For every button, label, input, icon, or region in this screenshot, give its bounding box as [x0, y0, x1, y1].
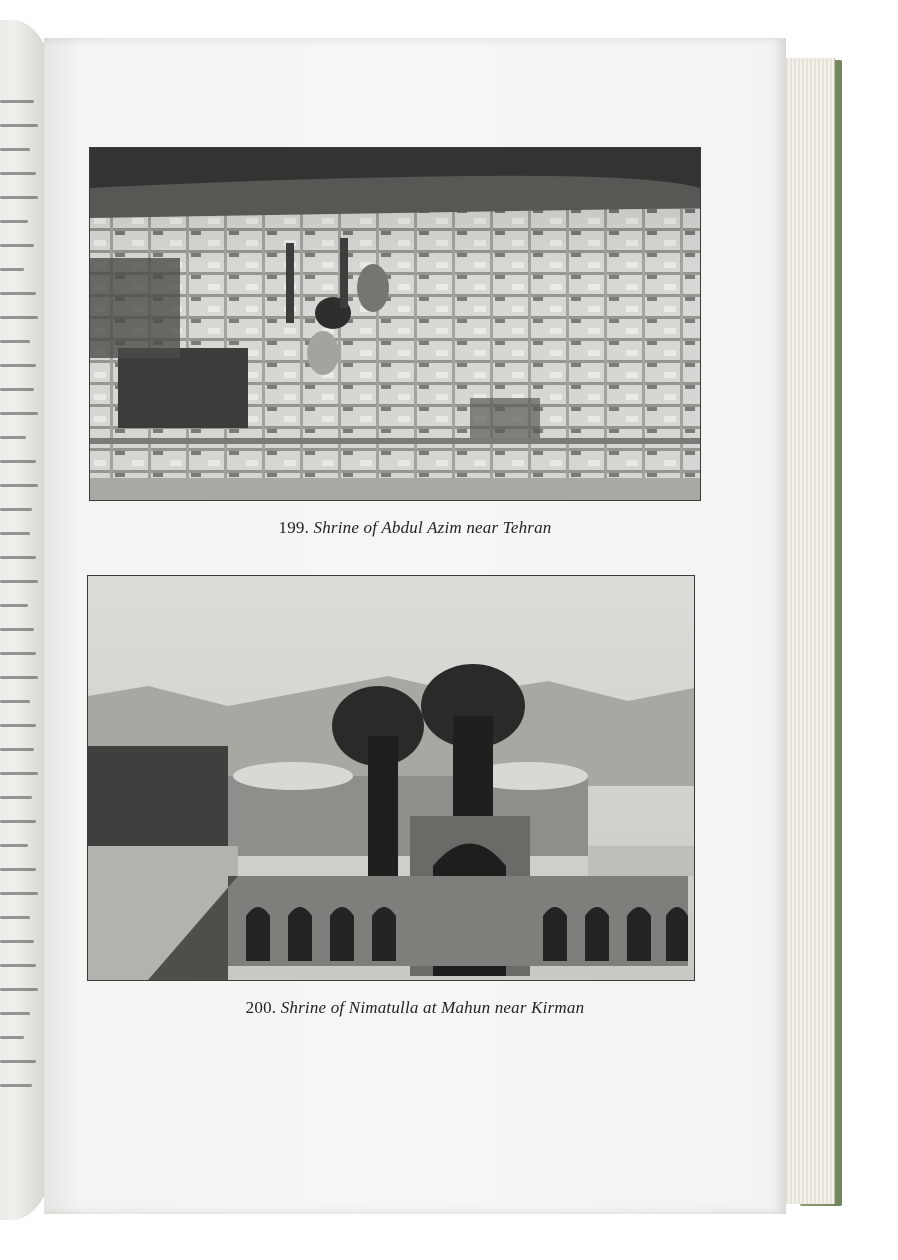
plate-title: Shrine of Nimatulla at Mahun near Kirman [280, 998, 585, 1017]
plate-number: 200. [245, 998, 277, 1017]
plate-title: Shrine of Abdul Azim near Tehran [313, 518, 552, 537]
plate-number: 199. [278, 518, 310, 537]
shrine-courtyard-photo-image [88, 576, 694, 980]
aerial-city-photo-image [90, 148, 700, 500]
shrine-courtyard-photo [87, 575, 695, 981]
aerial-city-photo [89, 147, 701, 501]
plate-caption-199 [44, 518, 786, 538]
page-edges [780, 58, 835, 1204]
plate-caption-200 [44, 998, 786, 1018]
facing-page-text-lines [0, 100, 40, 1108]
